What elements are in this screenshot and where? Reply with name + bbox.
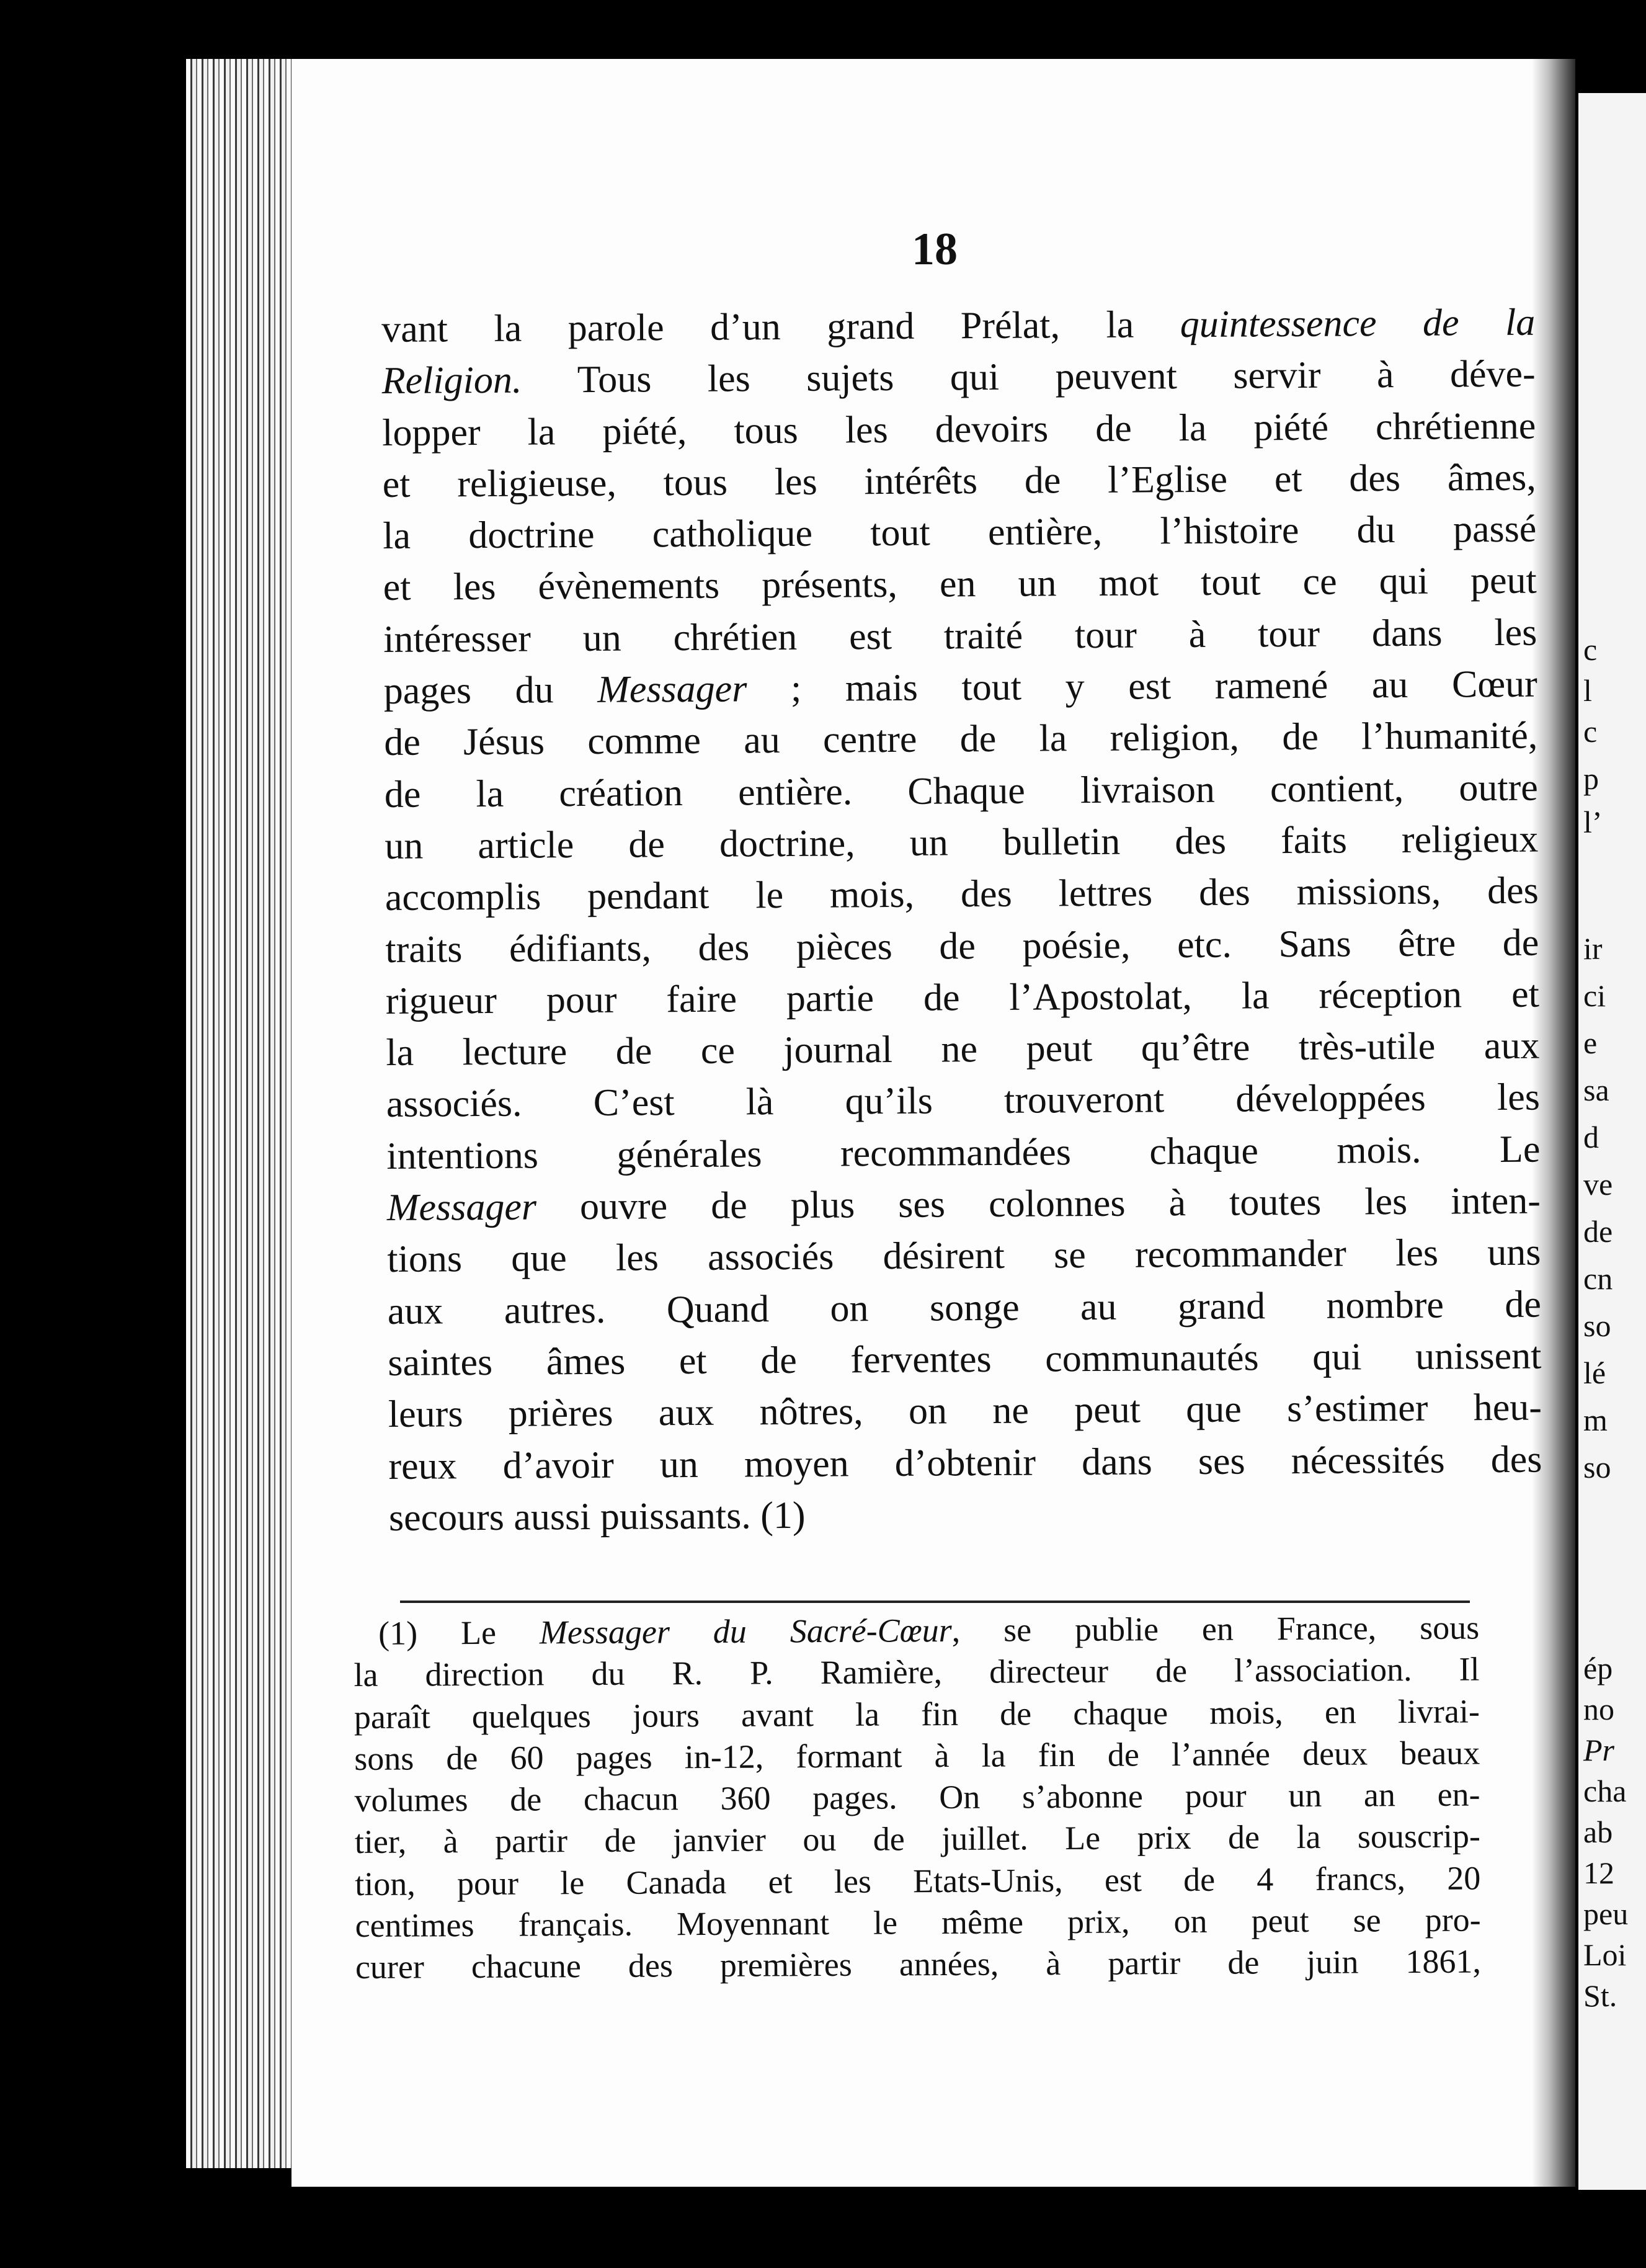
facing-fragment: c: [1583, 714, 1598, 749]
text-line: un article de doctrine, un bulletin des faits religieux: [385, 818, 1539, 867]
text-line: et les évènements présents, en un mot tout ce qui peut: [383, 560, 1537, 609]
facing-fragment: d: [1583, 1120, 1599, 1154]
text-line: intentions générales recommandées chaque mois. Le: [386, 1128, 1541, 1177]
footnote: [354, 1607, 1481, 1988]
text-line: Messager ouvre de plus ses colonnes à toutes les inten-: [386, 1179, 1541, 1230]
text-line: intéresser un chrétien est traité tour à tour dans les: [383, 611, 1537, 661]
facing-fragment: peu: [1583, 1896, 1629, 1931]
facing-fragment: sa: [1583, 1073, 1609, 1107]
footnote-line: tier, à partir de janvier ou de juillet. Le prix de la souscrip-: [354, 1817, 1481, 1861]
facing-fragment: p: [1583, 761, 1599, 796]
facing-fragment: ve: [1583, 1167, 1613, 1202]
text-line: de Jésus comme au centre de la religion, de l’humanité,: [384, 715, 1538, 764]
text-line: traits édifiants, des pièces de poésie, etc. Sans être de: [385, 921, 1539, 971]
facing-fragment: l: [1583, 673, 1592, 708]
footnote-line: curer chacune des premières années, à partir de juin 1861,: [355, 1942, 1482, 1986]
text-line: saintes âmes et de ferventes communautés qui unissent: [388, 1334, 1542, 1384]
footnote-line: tion, pour le Canada et les Etats-Unis, est de 4 francs, 20: [355, 1859, 1481, 1903]
text-line: secours aussi puissants. (1): [388, 1494, 806, 1539]
facing-fragment: no: [1583, 1692, 1614, 1726]
facing-fragment: 12: [1583, 1855, 1614, 1890]
footnote-line: centimes français. Moyennant le même prix, on peut se pro-: [355, 1901, 1481, 1945]
text-line: leurs prières aux nôtres, on ne peut que s’estimer heu-: [388, 1386, 1542, 1436]
facing-page: [1578, 93, 1646, 2190]
text-line: et religieuse, tous les intérêts de l’Eglise et des âmes,: [382, 456, 1536, 506]
text-line: Religion. Tous les sujets qui peuvent servir à déve-: [381, 352, 1536, 403]
page-number: 18: [912, 224, 958, 275]
text-line: de la création entière. Chaque livraison contient, outre: [384, 766, 1539, 816]
footnote-line: sons de 60 pages in-12, formant à la fin de l’année deux beaux: [354, 1734, 1480, 1777]
facing-fragment: cn: [1583, 1261, 1613, 1296]
text-line: la lecture de ce journal ne peut qu’être très-utile aux: [386, 1024, 1540, 1074]
page-edges: [186, 59, 295, 2168]
text-line: la doctrine catholique tout entière, l’histoire du passé: [383, 507, 1537, 558]
facing-fragment: ir: [1583, 931, 1603, 966]
facing-fragment: e: [1583, 1025, 1598, 1060]
facing-fragment: cha: [1583, 1774, 1627, 1808]
facing-fragment: so: [1583, 1308, 1611, 1343]
facing-fragment: ab: [1583, 1815, 1613, 1849]
footnote-rule: [400, 1601, 1470, 1603]
footnote-line: paraît quelques jours avant la fin de chaque mois, en livrai-: [354, 1692, 1480, 1736]
text-line: aux autres. Quand on songe au grand nombre de: [387, 1283, 1542, 1333]
main-text: [381, 297, 1542, 1544]
text-line: tions que les associés désirent se recommander les uns: [387, 1231, 1541, 1281]
text-line: accomplis pendant le mois, des lettres des missions, des: [385, 869, 1539, 919]
text-line: reux d’avoir un moyen d’obtenir dans ses nécessités des: [388, 1438, 1542, 1488]
facing-fragment: m: [1583, 1403, 1608, 1437]
text-line: vant la parole d’un grand Prélat, la quintessence de la: [381, 301, 1536, 350]
footnote-line: la direction du R. P. Ramière, directeur de l’association. Il: [354, 1650, 1480, 1694]
facing-fragment: Pr: [1583, 1733, 1614, 1767]
facing-fragment: l’: [1583, 805, 1603, 839]
facing-fragment: so: [1583, 1450, 1611, 1484]
text-line: rigueur pour faire partie de l’Apostolat, la réception et: [385, 973, 1540, 1022]
facing-fragment: ép: [1583, 1651, 1613, 1685]
facing-fragment: St.: [1583, 1978, 1617, 2013]
facing-fragment: c: [1583, 632, 1598, 667]
facing-fragment: de: [1583, 1214, 1613, 1249]
facing-fragment: lé: [1583, 1355, 1606, 1390]
facing-fragment: Loi: [1583, 1937, 1627, 1972]
facing-fragment: ci: [1583, 978, 1606, 1013]
text-line: lopper la piété, tous les devoirs de la piété chrétienne: [382, 404, 1536, 454]
text-line: pages du Messager ; mais tout y est ramené au Cœur: [383, 663, 1537, 713]
footnote-line: volumes de chacun 360 pages. On s’abonne pour un an en-: [354, 1775, 1480, 1819]
text-line: associés. C’est là qu’ils trouveront développées les: [386, 1076, 1541, 1126]
footnote-line: (1) Le Messager du Sacré-Cœur, se publie en France, sous: [378, 1609, 1480, 1652]
